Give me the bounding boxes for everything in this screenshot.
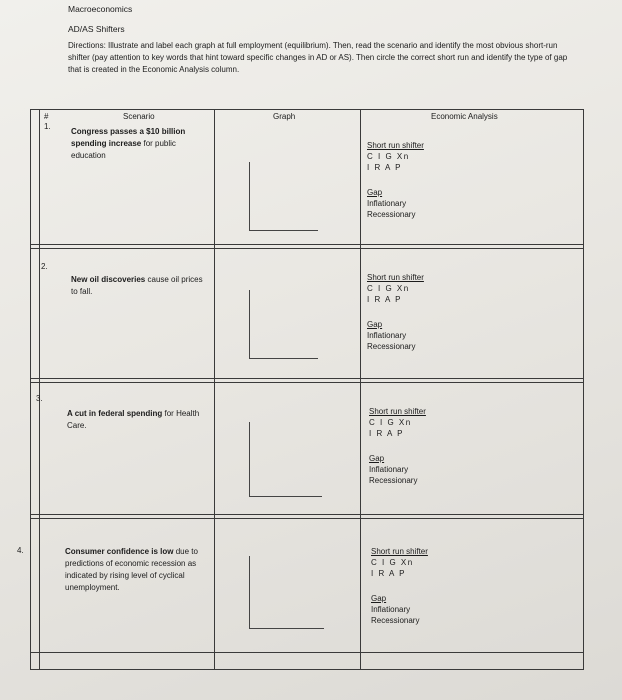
economic-analysis: [367, 272, 424, 352]
shifter-options: C I G Xn: [371, 558, 414, 567]
shifter-label: Short run shifter: [369, 407, 426, 416]
col-number-header: #: [44, 112, 49, 121]
gap-option: Inflationary: [369, 465, 409, 474]
gap-option: Inflationary: [367, 331, 407, 340]
shifter-options: C I G Xn: [367, 152, 410, 161]
col-analysis-header: Economic Analysis: [431, 112, 498, 121]
row-number: 3.: [36, 394, 43, 403]
gap-label: Gap: [367, 188, 383, 197]
shifter-options: I R A P: [367, 295, 402, 304]
row-number: 4.: [17, 546, 24, 555]
gap-option: Inflationary: [371, 605, 411, 614]
worksheet-table: [17, 109, 584, 670]
gap-option: Recessionary: [367, 342, 416, 351]
shifter-options: I R A P: [367, 163, 402, 172]
graph-axes: [249, 162, 318, 231]
col-scenario-header: Scenario: [123, 112, 155, 121]
course-title: Macroeconomics: [68, 4, 133, 14]
graph-axes: [249, 556, 324, 629]
worksheet-topic: AD/AS Shifters: [68, 24, 125, 34]
economic-analysis: [371, 546, 428, 626]
gap-option: Recessionary: [369, 476, 418, 485]
graph-axes: [249, 290, 318, 359]
scenario-text: A cut in federal spending for Health Care.: [67, 409, 200, 430]
shifter-options: C I G Xn: [369, 418, 412, 427]
shifter-options: I R A P: [369, 429, 404, 438]
gap-option: Recessionary: [371, 616, 420, 625]
gap-label: Gap: [371, 594, 387, 603]
col-graph-header: Graph: [273, 112, 296, 121]
gap-label: Gap: [367, 320, 383, 329]
scenario-text: Consumer confidence is low due to predictions of economic recession as indicated by rising level of cyclical unemployment.: [65, 547, 198, 592]
directions-text: Directions: Illustrate and label each graph at full employment (equilibrium). Then, read the scenario and identify the most obvious short-run shifter (pay attention to key words that hint toward specific changes in AD or AS). Then circle the correct short run and identify the type of gap that is created in the Economic Analysis column.: [68, 41, 568, 74]
scenario-text: Congress passes a $10 billion spending increase for public education: [71, 127, 186, 160]
economic-analysis: [367, 140, 424, 220]
graph-axes: [249, 422, 322, 497]
shifter-options: C I G Xn: [367, 284, 410, 293]
economic-analysis: [369, 406, 426, 486]
shifter-label: Short run shifter: [367, 273, 424, 282]
shifter-label: Short run shifter: [371, 547, 428, 556]
scenario-text: New oil discoveries cause oil prices to fall.: [71, 275, 203, 296]
row-number: 2.: [41, 262, 48, 271]
row-number: 1.: [44, 122, 51, 131]
gap-label: Gap: [369, 454, 385, 463]
gap-option: Recessionary: [367, 210, 416, 219]
shifter-options: I R A P: [371, 569, 406, 578]
gap-option: Inflationary: [367, 199, 407, 208]
shifter-label: Short run shifter: [367, 141, 424, 150]
